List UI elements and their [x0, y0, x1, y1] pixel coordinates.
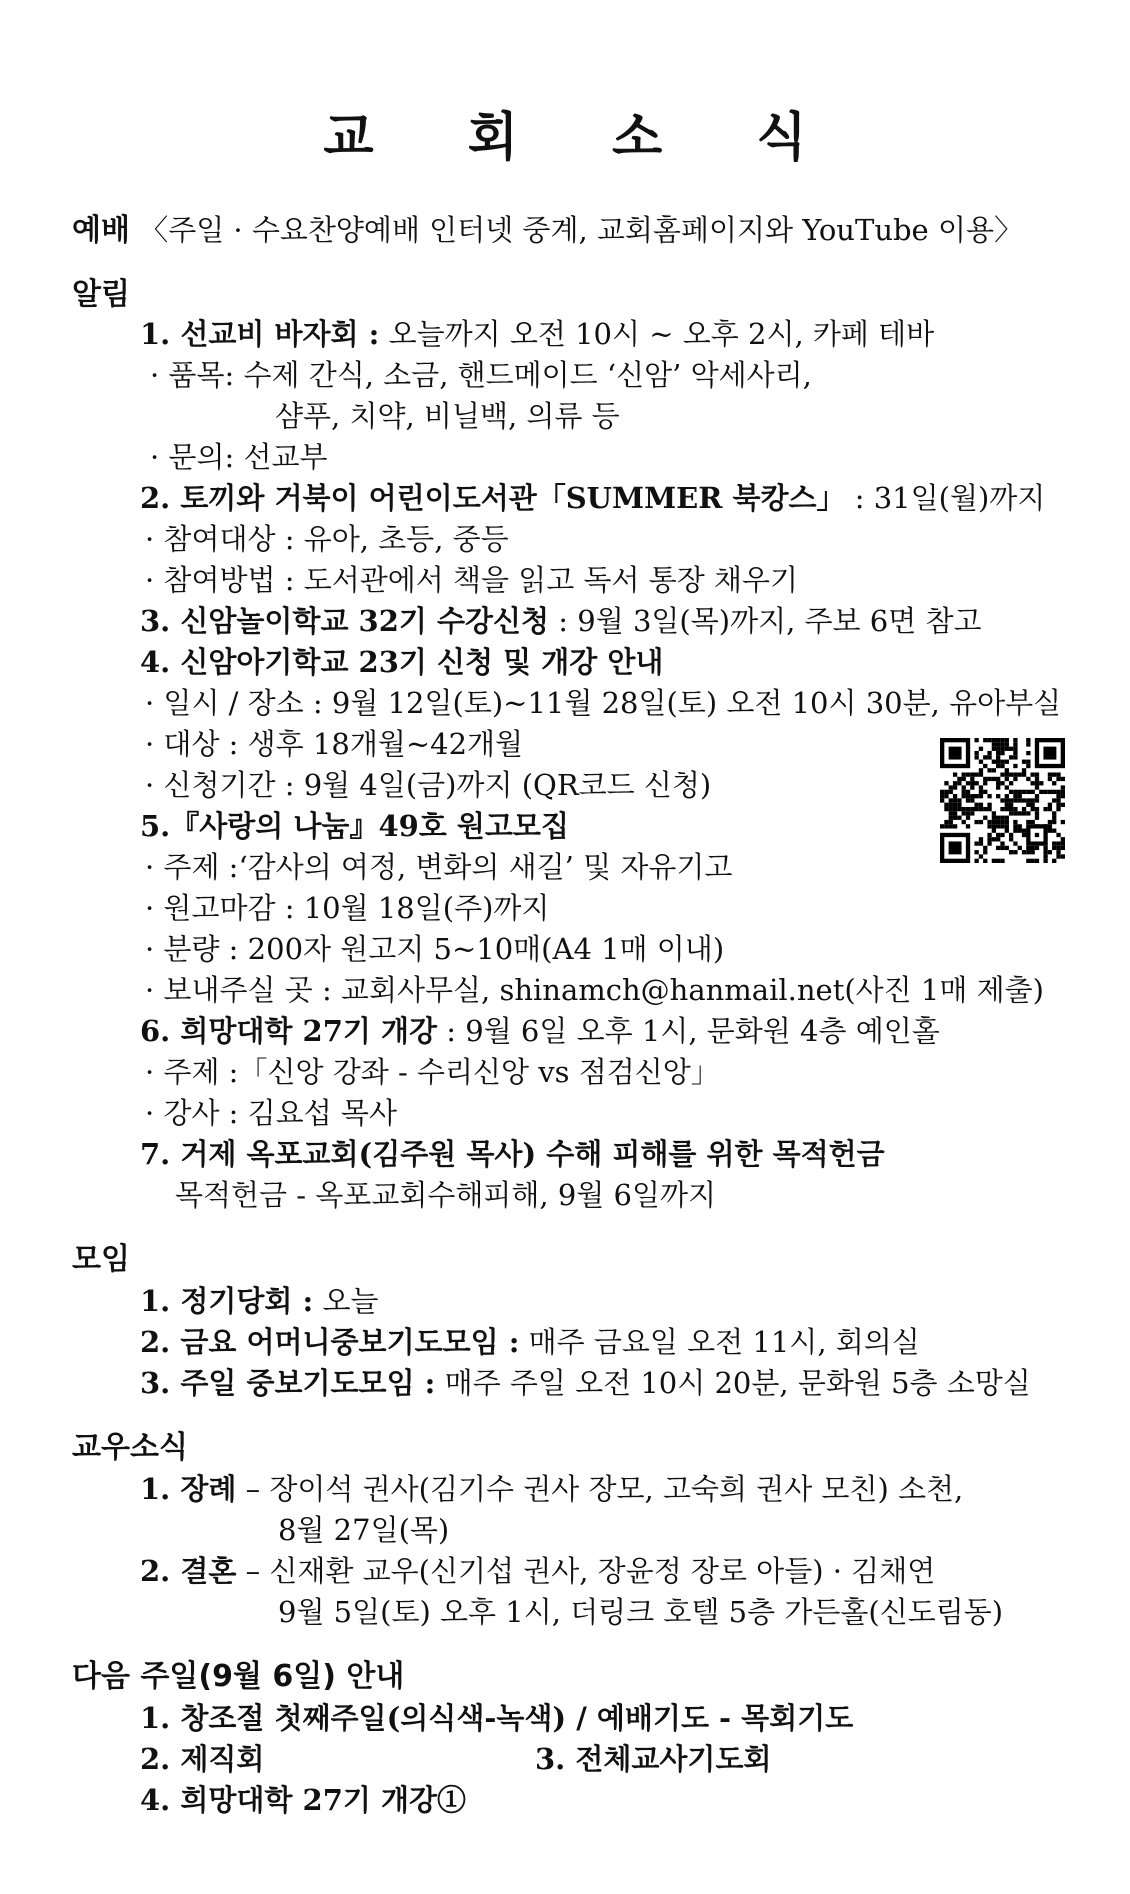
members-heading: 교우소식 — [72, 1430, 188, 1465]
notice-item-5-theme: · 주제 :‘감사의 여정, 변화의 새길’ 및 자유기고 — [145, 850, 733, 884]
next-week-heading: 다음 주일(9월 6일) 안내 — [72, 1659, 405, 1694]
notice-item-2-title: 2. 토끼와 거북이 어린이도서관「SUMMER 북캉스」 — [140, 481, 846, 515]
notice-item-1 — [140, 314, 934, 354]
notice-item-6 — [140, 1011, 940, 1051]
notice-item-1-title: 1. 선교비 바자회 : — [140, 317, 380, 351]
notice-item-4 — [140, 642, 663, 682]
notice-item-7-title: 7. 거제 옥포교회(김주원 목사) 수해 피해를 위한 목적헌금 — [140, 1137, 885, 1171]
worship-text: 〈주일 · 수요찬양예배 인터넷 중계, 교회홈페이지와 YouTube 이용〉 — [139, 213, 1023, 247]
notice-item-4-title: 4. 신암아기학교 23기 신청 및 개강 안내 — [140, 645, 664, 679]
notice-item-7-text: 목적헌금 - 옥포교회수해피해, 9월 6일까지 — [175, 1178, 717, 1212]
meeting-item-2-title: 2. 금요 어머니중보기도모임 : — [140, 1325, 520, 1359]
next-week-item-1: 1. 창조절 첫째주일(의식색-녹색) / 예배기도 - 목회기도 — [140, 1701, 854, 1735]
notice-item-3 — [140, 601, 982, 641]
notice-item-2-text: : 31일(월)까지 — [845, 481, 1046, 515]
members-item-1 — [140, 1469, 963, 1509]
meeting-item-3-title: 3. 주일 중보기도모임 : — [140, 1366, 436, 1400]
meeting-heading: 모임 — [72, 1242, 130, 1277]
notice-item-5-amount: · 분량 : 200자 원고지 5~10매(A4 1매 이내) — [145, 932, 725, 966]
members-item-1-cont: 8월 27일(목) — [278, 1513, 450, 1547]
qr-code[interactable] — [940, 738, 1065, 863]
meeting-item-1-title: 1. 정기당회 : — [140, 1284, 314, 1318]
notice-item-2 — [140, 478, 1045, 518]
notice-item-5-title: 5.『사랑의 나눔』49호 원고모집 — [140, 809, 569, 843]
qr-code-icon — [940, 738, 1065, 863]
notice-item-1-goods: · 품목: 수제 간식, 소금, 핸드메이드 ‘신암’ 악세사리, — [150, 358, 812, 392]
notice-item-6-speaker: · 강사 : 김요섭 목사 — [145, 1096, 397, 1130]
notice-item-6-title: 6. 희망대학 27기 개강 — [140, 1014, 438, 1048]
notice-item-6-theme: · 주제 :「신앙 강좌 - 수리신앙 vs 점검신앙」 — [145, 1055, 720, 1089]
notice-item-3-text: : 9월 3일(목)까지, 주보 6면 참고 — [549, 604, 982, 638]
notice-item-5 — [140, 806, 569, 846]
notice-item-4-target: · 대상 : 생후 18개월~42개월 — [145, 727, 524, 761]
meeting-item-1-text: 오늘 — [313, 1284, 379, 1318]
worship-line — [72, 210, 1023, 251]
page-title: 교 회 소 식 — [323, 108, 845, 168]
worship-heading: 예배 — [72, 213, 130, 248]
notice-item-1-text: 오늘까지 오전 10시 ~ 오후 2시, 카페 테바 — [379, 317, 935, 351]
notice-item-2-method: · 참여방법 : 도서관에서 책을 읽고 독서 통장 채우기 — [145, 563, 799, 597]
meeting-item-1 — [140, 1281, 378, 1321]
notice-heading: 알림 — [72, 277, 130, 312]
notice-item-7 — [140, 1134, 885, 1174]
meeting-item-2-text: 매주 금요일 오전 11시, 회의실 — [519, 1325, 920, 1359]
notice-item-3-title: 3. 신암놀이학교 32기 수강신청 — [140, 604, 550, 638]
members-item-2-cont: 9월 5일(토) 오후 1시, 더링크 호텔 5층 가든홀(신도림동) — [278, 1595, 1004, 1629]
meeting-item-3-text: 매주 주일 오전 10시 20분, 문화원 5층 소망실 — [435, 1366, 1031, 1400]
notice-item-6-text: : 9월 6일 오후 1시, 문화원 4층 예인홀 — [437, 1014, 940, 1048]
meeting-item-3 — [140, 1363, 1031, 1403]
next-week-item-4: 4. 희망대학 27기 개강① — [140, 1783, 467, 1817]
members-item-1-text: – 장이석 권사(김기수 권사 장모, 고숙희 권사 모친) 소천, — [236, 1472, 964, 1506]
members-item-2-title: 2. 결혼 — [140, 1554, 237, 1588]
notice-item-2-target: · 참여대상 : 유아, 초등, 중등 — [145, 522, 509, 556]
notice-item-5-deadline: · 원고마감 : 10월 18일(주)까지 — [145, 891, 550, 925]
members-item-2 — [140, 1551, 935, 1591]
notice-item-4-schedule: · 일시 / 장소 : 9월 12일(토)~11월 28일(토) 오전 10시 30분, 유아부실 — [145, 686, 1062, 720]
notice-item-1-goods-cont: 샴푸, 치약, 비닐백, 의류 등 — [275, 399, 620, 433]
notice-item-4-period: · 신청기간 : 9월 4일(금)까지 (QR코드 신청) — [145, 768, 712, 802]
next-week-item-2: 2. 제직회 — [140, 1742, 265, 1776]
next-week-item-3: 3. 전체교사기도회 — [535, 1742, 772, 1776]
meeting-item-2 — [140, 1322, 920, 1362]
members-item-1-title: 1. 장례 — [140, 1472, 237, 1506]
notice-item-5-submit: · 보내주실 곳 : 교회사무실, shinamch@hanmail.net(사진 1매 제출) — [145, 973, 1044, 1007]
notice-item-1-contact: · 문의: 선교부 — [150, 440, 328, 474]
members-item-2-text: – 신재환 교우(신기섭 권사, 장윤정 장로 아들) · 김채연 — [236, 1554, 936, 1588]
